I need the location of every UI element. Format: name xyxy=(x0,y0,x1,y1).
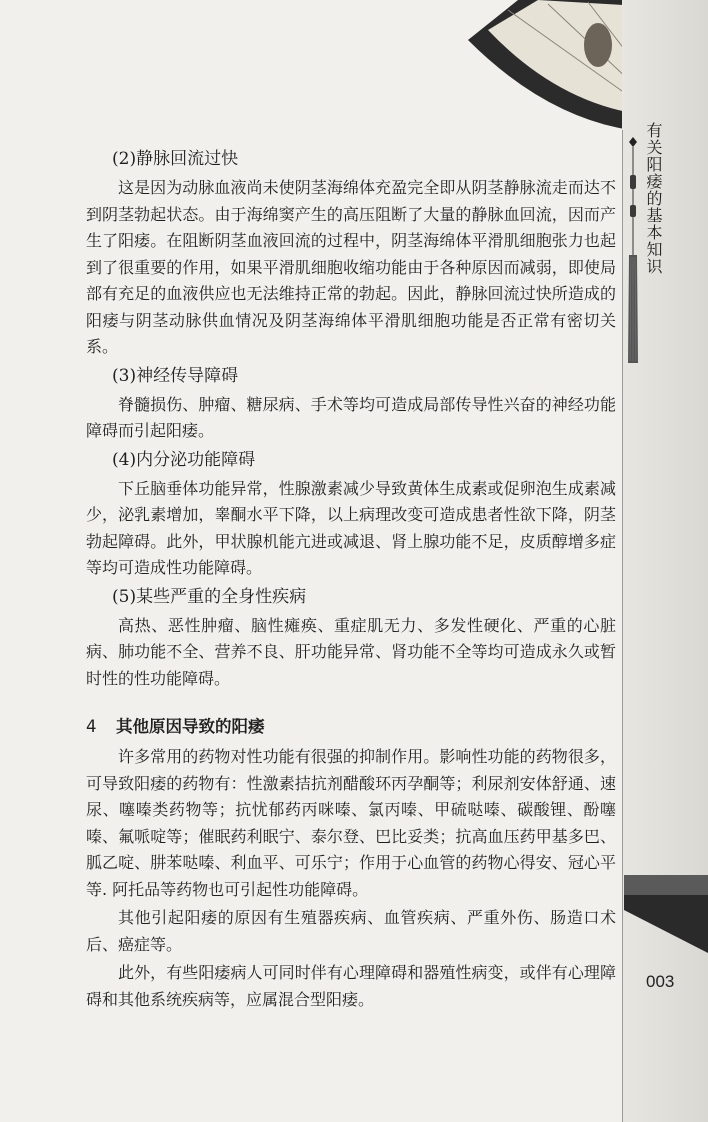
paragraph-venous-leak: 这是因为动脉血液尚未使阴茎海绵体充盈完全即从阴茎静脉流走而达不到阴茎勃起状态。由于海绵窦产生的高压阻断了大量的静脉血回流，因而产生了阳痿。在阻断阴茎血液回流的过程中，阴茎海绵体平滑肌细胞张力也起到了很重要的作用，如果平滑肌细胞收缩功能由于各种原因而减弱，即使局部有充足的血液供应也无法维持正常的勃起。因此，静脉回流过快所造成的阳痿与阴茎动脉供血情况及阴茎海绵体平滑肌细胞功能是否正常有密切关系。 xyxy=(86,178,616,356)
paragraph-neural: 脊髓损伤、肿瘤、糖尿病、手术等均可造成局部传导性兴奋的神经功能障碍而引起阳痿。 xyxy=(86,394,616,440)
margin-divider xyxy=(622,130,623,1122)
running-title: 有关阳痿的基本知识 xyxy=(644,122,663,275)
corner-wedge xyxy=(624,875,708,955)
paragraph-systemic: 高热、恶性肿瘤、脑性瘫痪、重症肌无力、多发性硬化、严重的心脏病、肺功能不全、营养不良、肝功能异常、肾功能不全等均可造成永久或暂时性的性功能障碍。 xyxy=(86,615,616,688)
section-heading xyxy=(86,714,616,740)
subheading-neural: (3)神经传导障碍 xyxy=(112,365,239,386)
subheading-endocrine: (4)内分泌功能障碍 xyxy=(112,449,256,470)
main-text xyxy=(86,146,616,1013)
section-number: 4 xyxy=(86,717,97,736)
subheading-venous-leak: (2)静脉回流过快 xyxy=(112,149,239,169)
page-number: 003 xyxy=(646,972,675,991)
subheading-systemic: (5)某些严重的全身性疾病 xyxy=(112,586,307,607)
paragraph-other-causes: 其他引起阳痿的原因有生殖器疾病、血管疾病、严重外伤、肠造口术后、癌症等。 xyxy=(86,908,616,954)
paragraph-mixed-type: 此外，有些阳痿病人可同时伴有心理障碍和器殖性病变，或伴有心理障碍和其他系统疾病等，应属混合型阳痿。 xyxy=(86,963,616,1009)
section-title: 其他原因导致的阳痿 xyxy=(116,717,265,736)
tassel-ornament xyxy=(627,135,639,365)
paragraph-endocrine: 下丘脑垂体功能异常，性腺激素减少导致黄体生成素或促卵泡生成素减少，泌乳素增加，睾酮水平下降，以上病理改变可造成患者性欲下降，阴茎勃起障碍。此外，甲状腺机能亢进或减退、肾上腺功能不足，皮质醇增多症等均可造成性功能障碍。 xyxy=(86,478,616,577)
paragraph-drugs: 许多常用的药物对性功能有很强的抑制作用。影响性功能的药物很多，可导致阳痿的药物有：性激素拮抗剂醋酸环丙孕酮等；利尿剂安体舒通、速尿、噻嗪类药物等；抗忧郁药丙咪嗪、氯丙嗪、甲硫哒嗪、碳酸锂、酚噻嗪、氟哌啶等；催眠药利眠宁、泰尔登、巴比妥类；抗高血压药甲基多巴、胍乙啶、肼苯哒嗪、利血平、可乐宁；作用于心血管的药物心得安、冠心平等. 阿托品等药物也可引起性功能障碍。 xyxy=(86,747,616,899)
